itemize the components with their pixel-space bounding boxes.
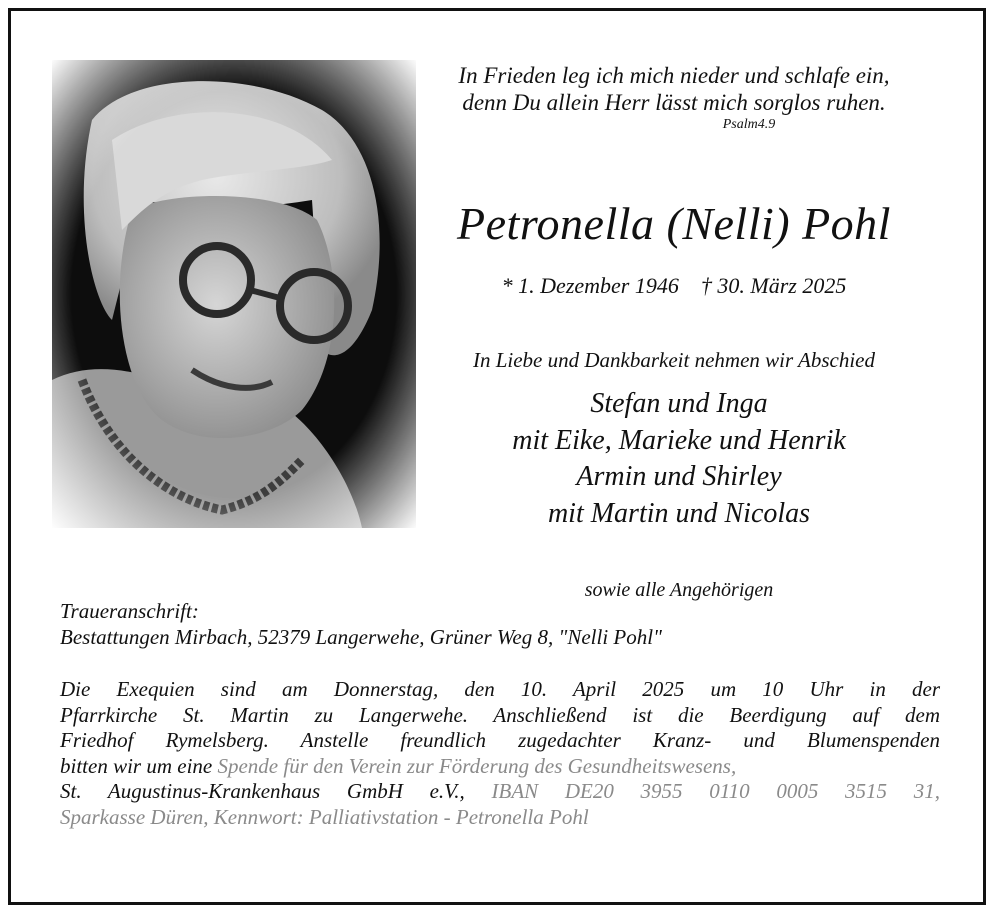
death-date: † 30. März 2025 — [700, 273, 847, 298]
relatives-line: sowie alle Angehörigen — [584, 579, 774, 601]
address-text: Bestattungen Mirbach, 52379 Langerwehe, Grüner Weg 8, "Nelli Pohl" — [60, 625, 662, 649]
life-dates — [416, 272, 932, 300]
service-line-4-start: bitten wir um eine — [60, 753, 218, 778]
service-line-3: Friedhof Rymelsberg. Anstelle freundlich zugedachter Kranz- und Blumenspenden — [60, 728, 940, 753]
address-label: Traueranschrift: — [60, 599, 199, 623]
portrait-photo — [52, 60, 416, 528]
donation-keyword: Kennwort: Palliativstation - Petronella Pohl — [208, 804, 589, 829]
service-line-5-start: St. Augustinus-Krankenhaus GmbH e.V., — [60, 779, 492, 804]
family-line: Stefan und Inga — [590, 388, 768, 419]
mourning-address — [60, 598, 662, 650]
service-line-1: Die Exequien sind am Donnerstag, den 10. April 2025 um 10 Uhr in der — [60, 677, 940, 701]
service-line-4 — [60, 754, 940, 780]
psalm-verse — [416, 62, 932, 134]
family-line: mit Martin und Nicolas — [547, 497, 811, 529]
service-line-6 — [60, 805, 940, 831]
psalm-reference: Psalm4.9 — [722, 117, 776, 132]
iban-text: IBAN DE20 3955 0110 0005 3515 31, — [491, 779, 940, 804]
service-line-5 — [60, 779, 940, 805]
bank-name: Sparkasse Düren, — [60, 804, 209, 829]
birth-date: * 1. Dezember 1946 — [501, 273, 679, 298]
psalm-line-2: denn Du allein Herr lässt mich sorglos ruhen. — [462, 90, 886, 115]
family-list — [416, 386, 942, 532]
portrait-illustration — [52, 60, 416, 528]
farewell-line: In Liebe und Dankbarkeit nehmen wir Abschied — [472, 348, 876, 372]
deceased-name: Petronella (Nelli) Pohl — [457, 198, 891, 249]
donation-purpose: Spende für den Verein zur Förderung des Gesundheitswesens, — [217, 753, 737, 778]
service-line-2: Pfarrkirche St. Martin zu Langerwehe. Anschließend ist die Beerdigung auf dem — [60, 702, 940, 727]
family-line: mit Eike, Marieke und Henrik — [512, 424, 846, 456]
family-line: Armin und Shirley — [576, 461, 782, 492]
psalm-line-1: In Frieden leg ich mich nieder und schlafe ein, — [458, 63, 890, 88]
service-details — [60, 677, 940, 831]
